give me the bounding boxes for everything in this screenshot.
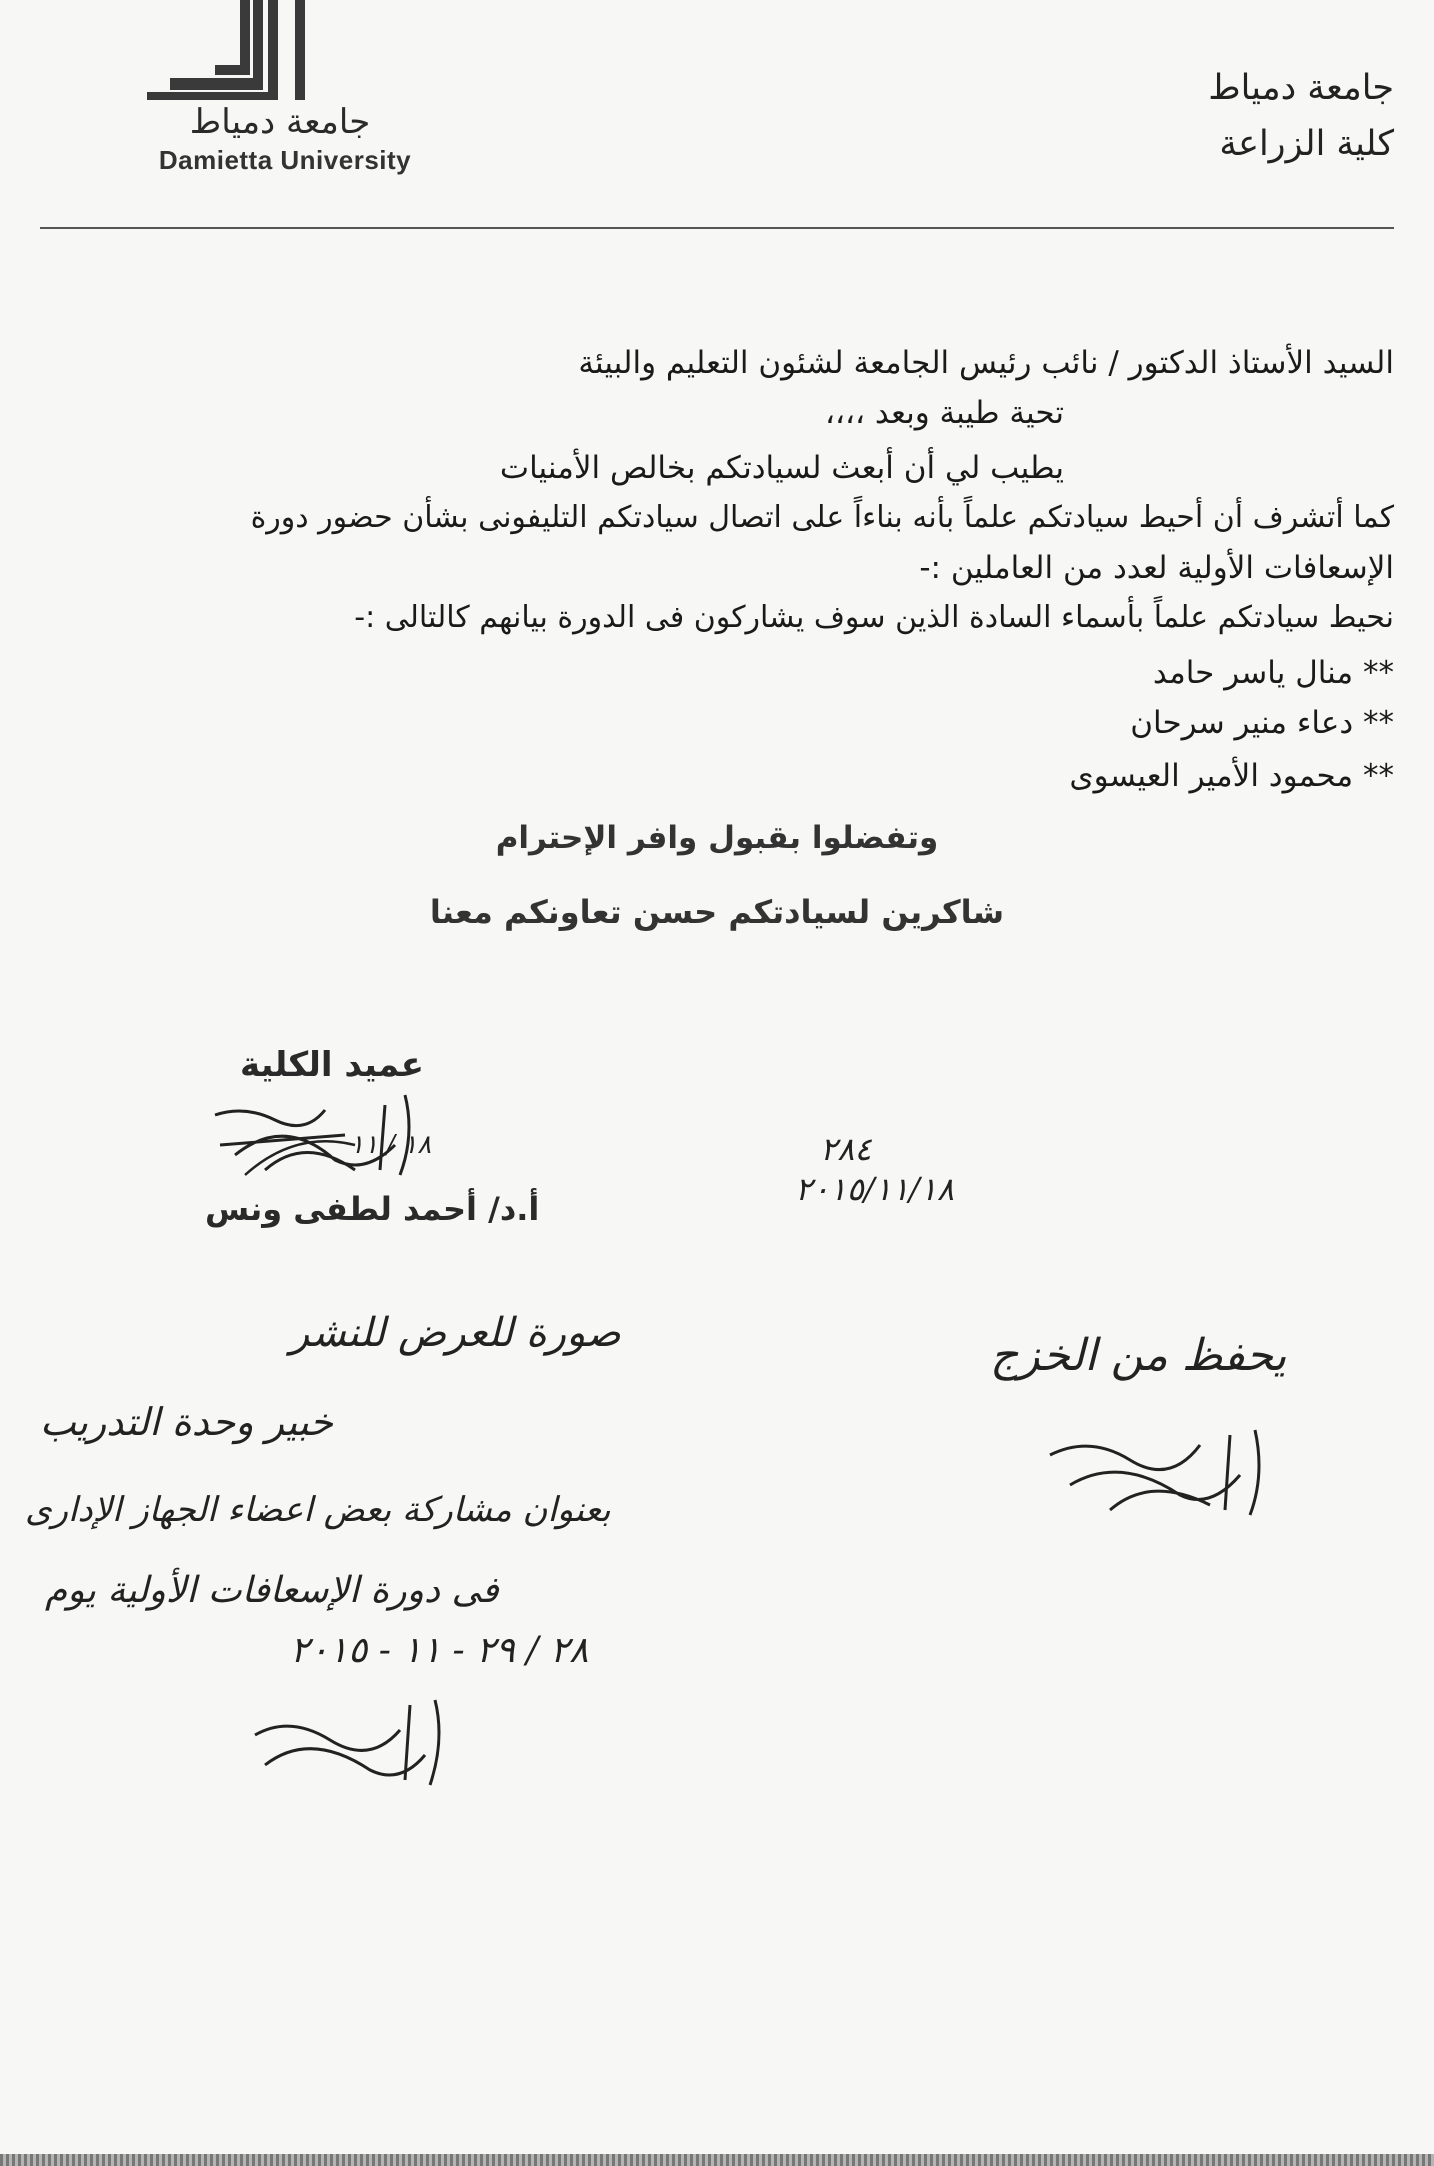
dean-title: عميد الكلية: [240, 1045, 424, 1085]
name-item: ** محمود الأمير العيسوى: [1069, 758, 1394, 794]
logo-mark-icon: [145, 0, 385, 105]
paragraph-line-1: كما أتشرف أن أحيط سيادتكم علماً بأنه بناءاً على اتصال سيادتكم التليفونى بشأن حضور دورة: [250, 500, 1394, 535]
paragraph-line-2: الإسعافات الأولية لعدد من العاملين :-: [919, 550, 1394, 586]
handwritten-signature-right: [1040, 1415, 1300, 1525]
addressee: السيد الأستاذ الدكتور / نائب رئيس الجامعة لشئون التعليم والبيئة: [578, 345, 1394, 381]
closing-thanks: شاكرين لسيادتكم حسن تعاونكم معنا: [429, 893, 1005, 931]
name-item: ** دعاء منير سرحان: [1130, 705, 1394, 741]
greeting: تحية طيبة وبعد ،،،،: [824, 395, 1064, 431]
sender-block: [1208, 60, 1394, 172]
names-intro: نحيط سيادتكم علماً بأسماء السادة الذين سوف يشاركون فى الدورة بيانهم كالتالى :-: [354, 600, 1394, 635]
dean-sig-date: ١٨ / ١١: [350, 1130, 432, 1160]
reference-date: ٢٠١٥/١١/١٨: [795, 1170, 955, 1208]
university-name: جامعة دمياط: [1208, 68, 1394, 108]
faculty-name: كلية الزراعة: [1219, 124, 1394, 164]
header-divider: [40, 227, 1394, 229]
logo-arabic-text: جامعة دمياط: [189, 102, 371, 142]
opening-line: يطيب لي أن أبعث لسيادتكم بخالص الأمنيات: [499, 450, 1064, 486]
university-logo: [135, 0, 425, 180]
scan-edge: [0, 2154, 1434, 2166]
handwritten-signature-left: [250, 1690, 450, 1790]
name-item: ** منال ياسر حامد: [1152, 655, 1394, 691]
handwritten-note-line: بعنوان مشاركة بعض اعضاء الجهاز الإدارى: [25, 1490, 611, 1530]
logo-english-text: Damietta University: [158, 145, 412, 175]
handwritten-note-line: ٢٨ / ٢٩ - ١١ - ٢٠١٥: [290, 1630, 589, 1671]
handwritten-note-line: فى دورة الإسعافات الأولية يوم: [45, 1570, 499, 1611]
closing-respect: وتفضلوا بقبول وافر الإحترام: [495, 820, 939, 856]
reference-number: ٢٨٤: [820, 1130, 872, 1168]
handwritten-note-line: خبير وحدة التدريب: [40, 1400, 334, 1444]
handwritten-note-right: يحفظ من الخزج: [990, 1330, 1287, 1381]
dean-name: أ.د/ أحمد لطفى ونس: [205, 1190, 540, 1228]
handwritten-note-line: صورة للعرض للنشر: [290, 1310, 621, 1356]
